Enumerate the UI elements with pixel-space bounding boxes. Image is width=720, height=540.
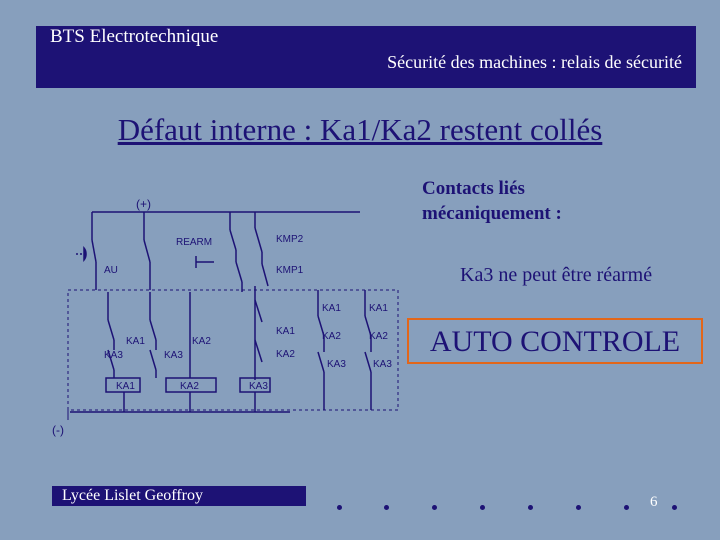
auto-controle-label: AUTO CONTROLE: [407, 318, 703, 364]
slide-title: Défaut interne : Ka1/Ka2 restent collés: [117, 112, 603, 147]
footer-dot: [672, 505, 677, 510]
positive-label: (+): [136, 197, 151, 211]
ka2-contact-label-2: KA2: [276, 349, 295, 360]
ka3-output-label: KA3: [327, 359, 346, 370]
rearm-label: REARM: [176, 237, 213, 248]
au-label: AU: [104, 265, 118, 276]
ka3-output-label-2: KA3: [373, 359, 392, 370]
footer-dot: [480, 505, 485, 510]
footer-dot: [337, 505, 342, 510]
ka3-contact-label-2: KA3: [164, 350, 183, 361]
negative-label: (-): [52, 423, 64, 437]
ka3-coil-label: KA3: [249, 381, 268, 392]
footer-dot: [432, 505, 437, 510]
ka3-contact-label: KA3: [104, 350, 123, 361]
ka1-output-label-2: KA1: [369, 303, 388, 314]
ka1-coil-label: KA1: [116, 381, 135, 392]
footer-dot: [624, 505, 629, 510]
ka1-contact-label: KA1: [126, 336, 145, 347]
ka2-output-label: KA2: [322, 331, 341, 342]
ka2-output-label-2: KA2: [369, 331, 388, 342]
footer-dot: [528, 505, 533, 510]
footer-dot: [576, 505, 581, 510]
ka2-coil-label: KA2: [180, 381, 199, 392]
slide-topic: Sécurité des machines : relais de sécurité: [387, 52, 682, 72]
note-line-3: Ka3 ne peut être réarmé: [460, 264, 653, 286]
footer-dot: [384, 505, 389, 510]
course-title: BTS Electrotechnique: [50, 26, 219, 47]
kmp1-label: KMP1: [276, 265, 304, 276]
footer-school: Lycée Lislet Geoffroy: [52, 486, 306, 506]
kmp2-label: KMP2: [276, 234, 304, 245]
note-line-2: mécaniquement :: [422, 203, 562, 224]
page-number: 6: [650, 494, 658, 510]
ka2-contact-label: KA2: [192, 336, 211, 347]
note-line-1: Contacts liés: [422, 178, 525, 199]
ka1-output-label: KA1: [322, 303, 341, 314]
emergency-stop-icon: [84, 248, 86, 260]
ka1-contact-label-2: KA1: [276, 326, 295, 337]
